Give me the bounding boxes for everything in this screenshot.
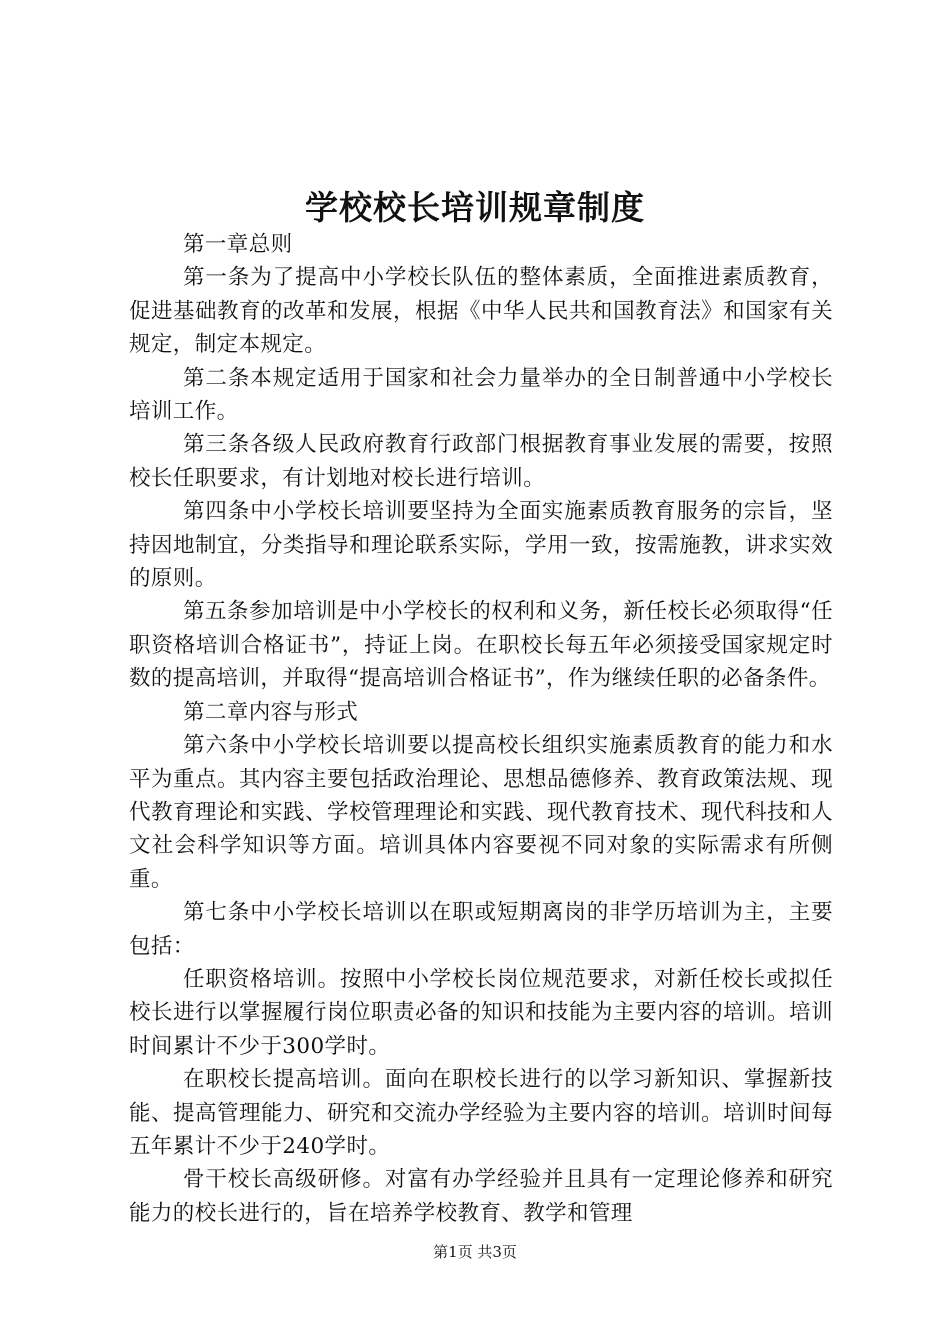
document-body [129,228,833,1230]
article-paragraph: 第三条各级人民政府教育行政部门根据教育事业发展的需要，按照校长任职要求，有计划地对校长进行培训。 [129,432,833,491]
article-paragraph: 第二条本规定适用于国家和社会力量举办的全日制普通中小学校长培训工作。 [129,365,833,425]
article-paragraph: 在职校长提高培训。面向在职校长进行的以学习新知识、掌握新技能、提高管理能力、研究和交流办学经验为主要内容的培训。培训时间每五年累计不少于240学时。 [129,1067,833,1159]
article-paragraph: 第四条中小学校长培训要坚持为全面实施素质教育服务的宗旨，坚持因地制宜，分类指导和理论联系实际，学用一致，按需施教，讲求实效的原则。 [129,499,833,592]
document-title: 学校校长培训规章制度 [305,188,645,227]
article-paragraph: 任职资格培训。按照中小学校长岗位规范要求，对新任校长或拟任校长进行以掌握履行岗位职责必备的知识和技能为主要内容的培训。培训时间累计不少于300学时。 [129,966,833,1059]
chapter-heading: 第二章内容与形式 [183,699,359,725]
page-number-footer: 第1页 共3页 [433,1243,517,1261]
chapter-heading: 第一章总则 [183,232,293,257]
article-paragraph: 骨干校长高级研修。对富有办学经验并且具有一定理论修养和研究能力的校长进行的，旨在培养学校教育、教学和管理 [129,1167,833,1226]
article-paragraph: 第六条中小学校长培训要以提高校长组织实施素质教育的能力和水平为重点。其内容主要包括政治理论、思想品德修养、教育政策法规、现代教育理论和实践、学校管理理论和实践、现代教育技术、现代科技和人文社会科学知识等方面。培训具体内容要视不同对象的实际需求有所侧重。 [129,733,833,892]
article-paragraph: 第七条中小学校长培训以在职或短期离岗的非学历培训为主，主要包括： [129,900,833,959]
article-paragraph: 第一条为了提高中小学校长队伍的整体素质，全面推进素质教育，促进基础教育的改革和发展，根据《中华人民共和国教育法》和国家有关规定，制定本规定。 [129,265,833,358]
article-paragraph: 第五条参加培训是中小学校长的权利和义务，新任校长必须取得“任职资格培训合格证书”，持证上岗。在职校长每五年必须接受国家规定时数的提高培训，并取得“提高培训合格证书”，作为继续任职的必备条件。 [129,599,833,692]
